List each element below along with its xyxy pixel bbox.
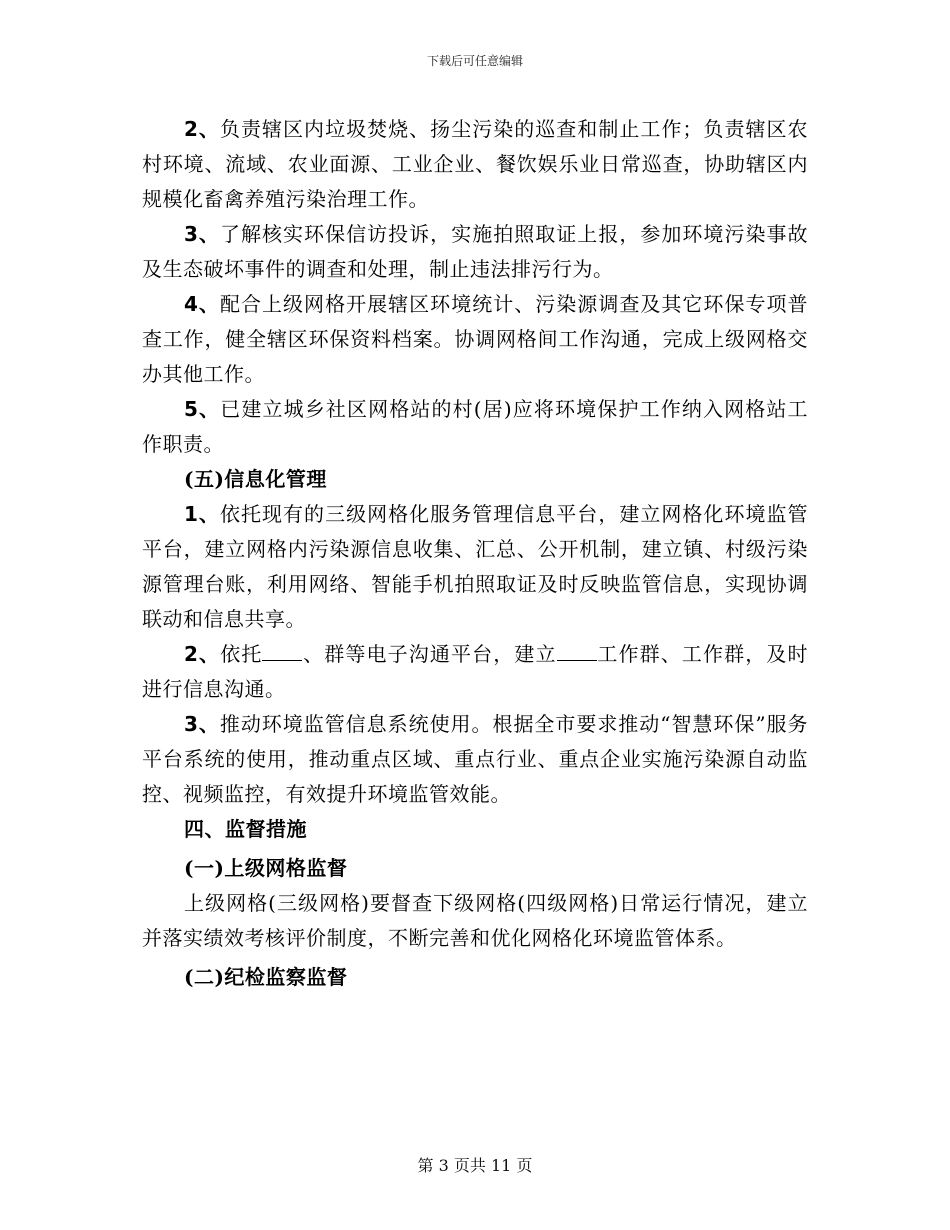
item-number: 3、 — [184, 222, 220, 246]
paragraph-upper-grid: 上级网格(三级网格)要督查下级网格(四级网格)日常运行情况，建立并落实绩效考核评价制度，不断完善和优化网格化环境监管体系。 — [142, 891, 808, 950]
item-number: 1、 — [184, 502, 220, 526]
paragraph-info-1 — [142, 497, 808, 637]
paragraph-text: 依托 — [220, 642, 263, 666]
paragraph-text: 了解核实环保信访投诉，实施拍照取证上报，参加环境污染事故及生态破坏事件的调查和处理，制止违法排污行为。 — [142, 222, 809, 281]
page-header-note: 下载后可任意编辑 — [426, 54, 523, 68]
paragraph-text: 依托现有的三级网格化服务管理信息平台，建立网格化环境监管平台，建立网格内污染源信息收集、汇总、公开机制，建立镇、村级污染源管理台账，利用网络、智能手机拍照取证及时反映监管信息，实现协调联动和信息共享。 — [142, 502, 809, 631]
paragraph-duty-4 — [142, 287, 808, 392]
paragraph-text: 推动环境监管信息系统使用。根据全市要求推动“智慧环保”服务平台系统的使用，推动重点区域、重点行业、重点企业实施污染源自动监控、视频监控，有效提升环境监管效能。 — [142, 712, 808, 806]
item-number: 4、 — [184, 292, 220, 316]
subsection-heading-upper-grid: (一)上级网格监督 — [184, 856, 348, 880]
item-number: 2、 — [184, 117, 220, 141]
paragraph-info-2 — [142, 637, 808, 707]
fill-in-blank — [262, 642, 302, 661]
item-number: 5、 — [184, 397, 221, 421]
fill-in-blank — [557, 642, 597, 661]
paragraph-text: 、群等电子沟通平台，建立 — [302, 642, 557, 666]
paragraph-duty-5 — [142, 392, 808, 462]
document-body — [142, 112, 808, 995]
paragraph-text: 已建立城乡社区网格站的村(居)应将环境保护工作纳入网格站工作职责。 — [142, 397, 808, 456]
section-heading-informatization: (五)信息化管理 — [184, 467, 327, 491]
paragraph-duty-2 — [142, 112, 808, 217]
subsection-heading-discipline: (二)纪检监察监督 — [184, 965, 348, 989]
paragraph-duty-3 — [142, 217, 808, 287]
paragraph-text: 负责辖区内垃圾焚烧、扬尘污染的巡查和制止工作；负责辖区农村环境、流域、农业面源、工业企业、餐饮娱乐业日常巡查，协助辖区内规模化畜禽养殖污染治理工作。 — [142, 117, 809, 211]
item-number: 3、 — [184, 712, 220, 736]
paragraph-text: 工作群、工作群，及时进行信息沟通。 — [142, 642, 809, 701]
item-number: 2、 — [184, 642, 221, 666]
paragraph-text: 配合上级网格开展辖区环境统计、污染源调查及其它环保专项普查工作，健全辖区环保资料档案。协调网格间工作沟通，完成上级网格交办其他工作。 — [142, 292, 809, 386]
paragraph-info-3 — [142, 707, 808, 812]
section-heading-supervision: 四、监督措施 — [184, 817, 307, 841]
page-number: 第 3 页共 11 页 — [417, 1156, 533, 1175]
